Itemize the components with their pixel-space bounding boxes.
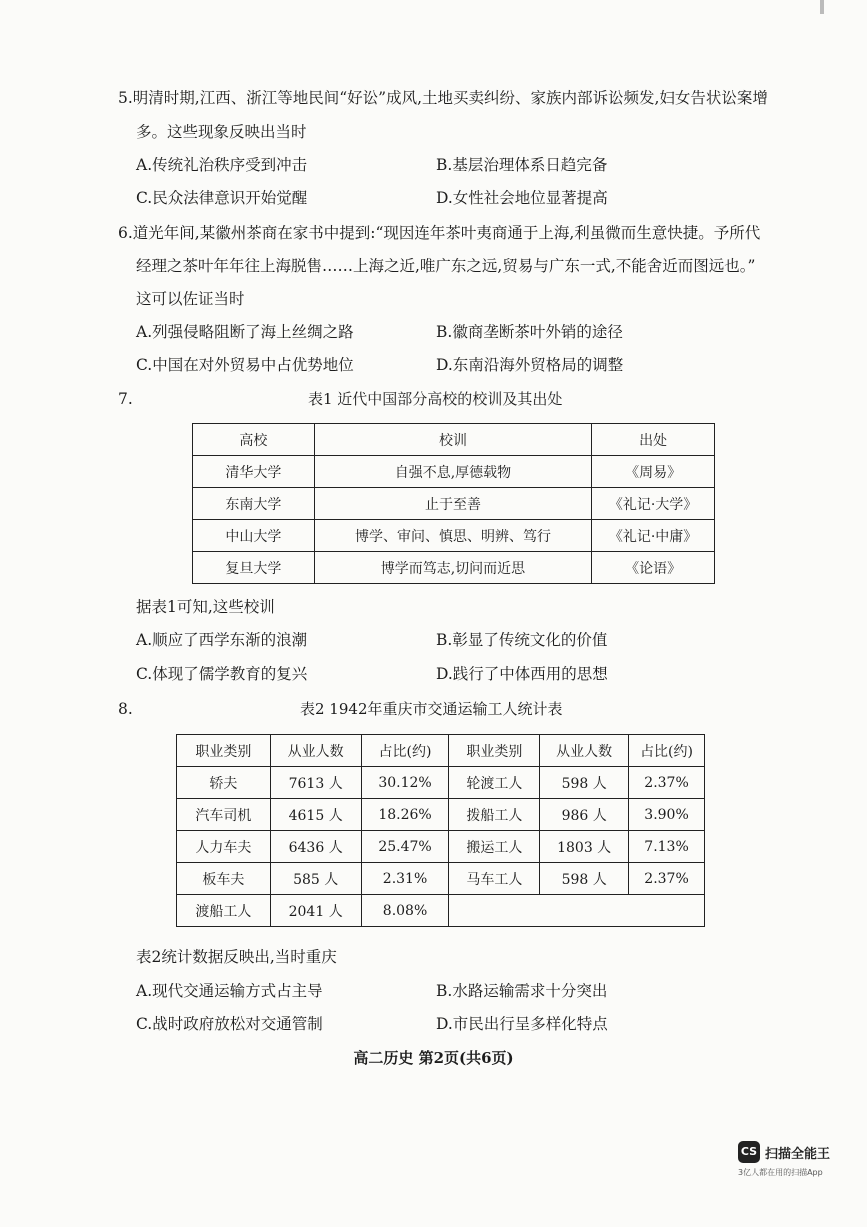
table-cell: 2.31%	[361, 863, 449, 895]
table-cell: 598 人	[540, 767, 629, 799]
q6-option-a: A.列强侵略阻断了海上丝绸之路	[136, 323, 354, 341]
table-row	[177, 831, 705, 863]
table-cell: 马车工人	[449, 863, 540, 895]
q7-option-a: A.顺应了西学东渐的浪潮	[136, 631, 308, 649]
q5-stem-line1: 5.明清时期,江西、浙江等地民间“好讼”成风,土地买卖纠纷、家族内部诉讼频发,妇女告状讼案增	[118, 89, 768, 107]
table-header-row	[177, 735, 705, 767]
table-cell: 清华大学	[193, 456, 315, 488]
table-header-cell: 占比(约)	[629, 735, 705, 767]
table-cell: 汽车司机	[177, 799, 271, 831]
q5-option-a: A.传统礼治秩序受到冲击	[136, 156, 308, 174]
table-cell: 《礼记·中庸》	[592, 520, 715, 552]
q7-table-title: 表1 近代中国部分高校的校训及其出处	[308, 390, 563, 408]
table-cell: 2.37%	[629, 767, 705, 799]
table-cell: 拨船工人	[449, 799, 540, 831]
table-cell: 复旦大学	[193, 552, 315, 584]
table-cell: 板车夫	[177, 863, 271, 895]
table-cell: 598 人	[540, 863, 629, 895]
page-edge-mark	[820, 0, 824, 14]
table-cell: 渡船工人	[177, 895, 271, 927]
q7-number: 7.	[118, 390, 133, 408]
table-header-cell: 高校	[193, 424, 315, 456]
table-cell: 人力车夫	[177, 831, 271, 863]
q7-option-c: C.体现了儒学教育的复兴	[136, 665, 308, 683]
table-cell: 30.12%	[361, 767, 449, 799]
scanner-app-name: 扫描全能王	[765, 1147, 831, 1162]
table-cell: 6436 人	[270, 831, 361, 863]
q8-number: 8.	[118, 700, 133, 718]
q8-option-a: A.现代交通运输方式占主导	[136, 982, 323, 1000]
table-header-cell: 校训	[314, 424, 591, 456]
q6-stem-line2: 经理之茶叶年年往上海脱售……上海之近,唯广东之远,贸易与广东一式,不能舍近而图远也。”	[136, 257, 756, 275]
q6-stem-line3: 这可以佐证当时	[136, 290, 245, 308]
table-cell: 自强不息,厚德载物	[314, 456, 591, 488]
table-header-cell: 职业类别	[177, 735, 271, 767]
table-header-cell: 从业人数	[270, 735, 361, 767]
page-footer: 高二历史 第2页(共6页)	[353, 1049, 514, 1067]
table-header-cell: 职业类别	[449, 735, 540, 767]
table-row	[177, 799, 705, 831]
table-cell: 搬运工人	[449, 831, 540, 863]
table-row	[177, 767, 705, 799]
q6-stem-line1: 6.道光年间,某徽州茶商在家书中提到:“现因连年茶叶夷商通于上海,利虽微而生意快捷。予所代	[118, 224, 761, 242]
table-header-cell: 出处	[592, 424, 715, 456]
q8-option-b: B.水路运输需求十分突出	[436, 982, 608, 1000]
table-cell: 博学、审问、慎思、明辨、笃行	[314, 520, 591, 552]
table-cell: 《周易》	[592, 456, 715, 488]
table-cell: 7.13%	[629, 831, 705, 863]
q7-table	[192, 423, 715, 584]
table-cell: 《礼记·大学》	[592, 488, 715, 520]
table-cell: 轿夫	[177, 767, 271, 799]
q5-option-d: D.女性社会地位显著提高	[436, 189, 608, 207]
q5-option-b: B.基层治理体系日趋完备	[436, 156, 608, 174]
table-row	[193, 552, 715, 584]
table-cell: 2.37%	[629, 863, 705, 895]
table-cell: 止于至善	[314, 488, 591, 520]
table-row	[177, 863, 705, 895]
table-header-row	[193, 424, 715, 456]
q8-table-title: 表2 1942年重庆市交通运输工人统计表	[300, 700, 563, 718]
table-cell: 18.26%	[361, 799, 449, 831]
table-row	[193, 456, 715, 488]
table-cell: 25.47%	[361, 831, 449, 863]
table-cell: 7613 人	[270, 767, 361, 799]
table-cell: 中山大学	[193, 520, 315, 552]
table-cell: 4615 人	[270, 799, 361, 831]
q8-stem: 表2统计数据反映出,当时重庆	[136, 948, 337, 966]
table-row	[193, 488, 715, 520]
table-cell: 3.90%	[629, 799, 705, 831]
table-cell: 东南大学	[193, 488, 315, 520]
table-row	[177, 895, 705, 927]
q8-option-c: C.战时政府放松对交通管制	[136, 1015, 323, 1033]
table-cell: 轮渡工人	[449, 767, 540, 799]
q7-option-b: B.彰显了传统文化的价值	[436, 631, 608, 649]
scanner-app-slogan: 3亿人都在用的扫描App	[738, 1168, 823, 1177]
table-header-cell: 从业人数	[540, 735, 629, 767]
q6-option-c: C.中国在对外贸易中占优势地位	[136, 356, 354, 374]
table-header-cell: 占比(约)	[361, 735, 449, 767]
camscanner-logo-icon: CS	[738, 1141, 760, 1163]
q7-stem: 据表1可知,这些校训	[136, 598, 275, 616]
table-cell: 585 人	[270, 863, 361, 895]
table-cell: 2041 人	[270, 895, 361, 927]
table-empty-cell	[449, 895, 705, 927]
q6-option-d: D.东南沿海外贸格局的调整	[436, 356, 624, 374]
table-cell: 1803 人	[540, 831, 629, 863]
q7-option-d: D.践行了中体西用的思想	[436, 665, 608, 683]
table-cell: 《论语》	[592, 552, 715, 584]
table-cell: 986 人	[540, 799, 629, 831]
q8-table	[176, 734, 705, 927]
table-row	[193, 520, 715, 552]
q5-option-c: C.民众法律意识开始觉醒	[136, 189, 308, 207]
table-cell: 8.08%	[361, 895, 449, 927]
table-cell: 博学而笃志,切问而近思	[314, 552, 591, 584]
q5-stem-line2: 多。这些现象反映出当时	[136, 123, 307, 141]
q8-option-d: D.市民出行呈多样化特点	[436, 1015, 608, 1033]
q6-option-b: B.徽商垄断茶叶外销的途径	[436, 323, 623, 341]
